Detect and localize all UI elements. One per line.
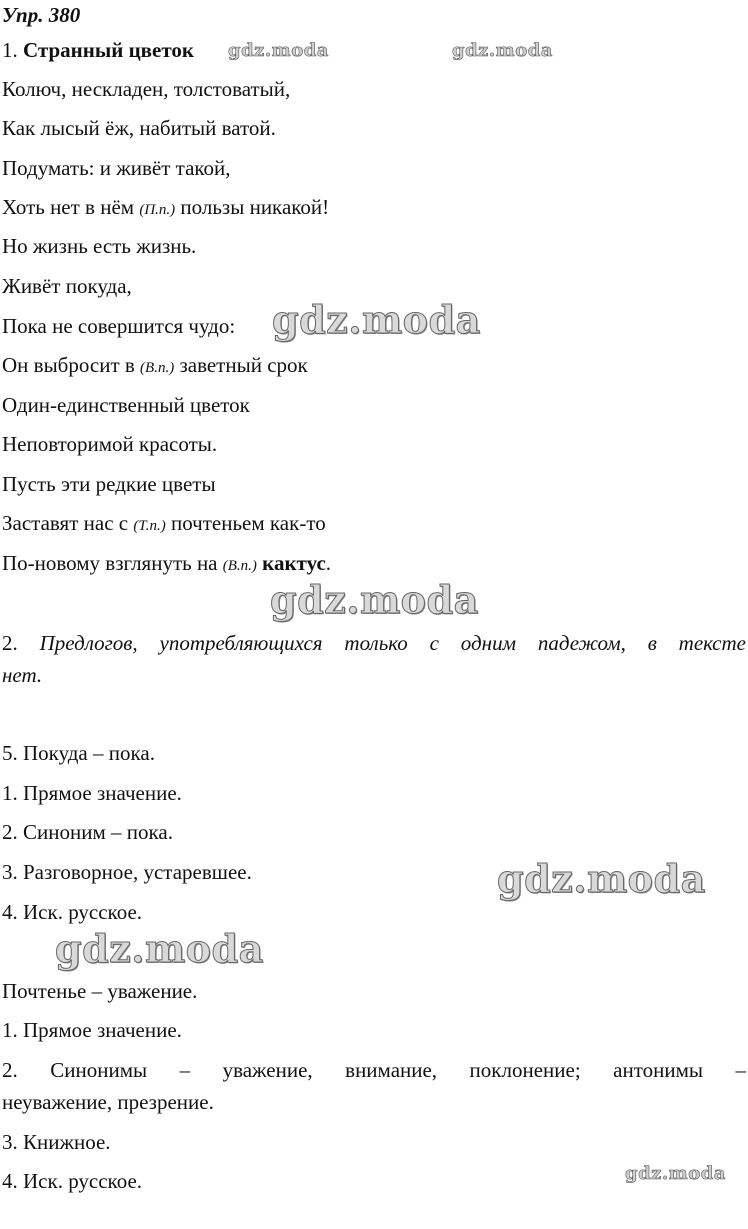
case-label: (В.п.) bbox=[140, 360, 175, 376]
poem-line-7: Пока не совершится чудо: bbox=[2, 314, 236, 338]
poem-title: Странный цветок bbox=[23, 38, 194, 62]
task2-text: Предлогов, употребляющихся только с одним падежом, в тексте bbox=[39, 631, 746, 655]
poem-line-4 bbox=[2, 194, 329, 223]
text-fragment: . bbox=[325, 551, 332, 575]
word1-item-2: 2. Синоним – пока. bbox=[2, 820, 173, 844]
poem-line-9: Один-единственный цветок bbox=[2, 393, 250, 417]
watermark-logo: gdz.moda bbox=[272, 297, 481, 342]
text-fragment: Он выбросит в bbox=[2, 353, 141, 377]
task2-line-2: нет. bbox=[2, 663, 43, 687]
watermark-logo: gdz.moda bbox=[497, 856, 706, 901]
word1-item-4: 4. Иск. русское. bbox=[2, 900, 143, 924]
keyword-cactus: кактус bbox=[262, 551, 326, 575]
poem-line-8 bbox=[2, 352, 308, 381]
text-fragment: Заставят нас с bbox=[2, 511, 134, 535]
text-fragment: почтеньем как-то bbox=[165, 511, 326, 535]
word1-item-3: 3. Разговорное, устаревшее. bbox=[2, 860, 252, 884]
word2-title: Почтенье – уважение. bbox=[2, 979, 198, 1003]
poem-line-13 bbox=[2, 550, 331, 579]
case-label: (Т.п.) bbox=[133, 518, 166, 534]
poem-line-12 bbox=[2, 510, 326, 539]
text-fragment: заветный срок bbox=[174, 353, 308, 377]
task2-number: 2. bbox=[2, 631, 40, 655]
text-fragment: Хоть нет в нём bbox=[2, 195, 140, 219]
poem-heading-number: 1. bbox=[2, 38, 23, 62]
word1-item-1: 1. Прямое значение. bbox=[2, 781, 182, 805]
watermark-logo: gdz.moda bbox=[228, 40, 329, 61]
word2-item-1: 1. Прямое значение. bbox=[2, 1018, 182, 1042]
watermark-logo: gdz.moda bbox=[625, 1163, 726, 1184]
exercise-number: Упр. 380 bbox=[2, 3, 81, 27]
word2-item-2-line-2: неуважение, презрение. bbox=[2, 1090, 214, 1114]
task2-line-1 bbox=[2, 630, 746, 656]
case-label: (В.п.) bbox=[222, 558, 257, 574]
word1-title: 5. Покуда – пока. bbox=[2, 741, 155, 765]
watermark-logo: gdz.moda bbox=[452, 40, 553, 61]
text-fragment: пользы никакой! bbox=[175, 195, 330, 219]
poem-line-10: Неповторимой красоты. bbox=[2, 432, 218, 456]
poem-line-3: Подумать: и живёт такой, bbox=[2, 156, 231, 180]
poem-line-5: Но жизнь есть жизнь. bbox=[2, 234, 197, 258]
text-fragment: По-новому взглянуть на bbox=[2, 551, 223, 575]
watermark-logo: gdz.moda bbox=[270, 577, 479, 622]
poem-line-2: Как лысый ёж, набитый ватой. bbox=[2, 116, 276, 140]
case-label: (П.п.) bbox=[139, 202, 176, 218]
watermark-logo: gdz.moda bbox=[55, 926, 264, 971]
poem-line-11: Пусть эти редкие цветы bbox=[2, 472, 216, 496]
word2-item-3: 3. Книжное. bbox=[2, 1130, 111, 1154]
word2-item-4: 4. Иск. русское. bbox=[2, 1169, 143, 1193]
poem-line-1: Колюч, нескладен, толстоватый, bbox=[2, 77, 291, 101]
poem-heading bbox=[2, 37, 194, 63]
poem-line-6: Живёт покуда, bbox=[2, 274, 132, 298]
word2-item-2-line-1: 2. Синонимы – уважение, внимание, поклонение; антонимы – bbox=[2, 1058, 746, 1082]
